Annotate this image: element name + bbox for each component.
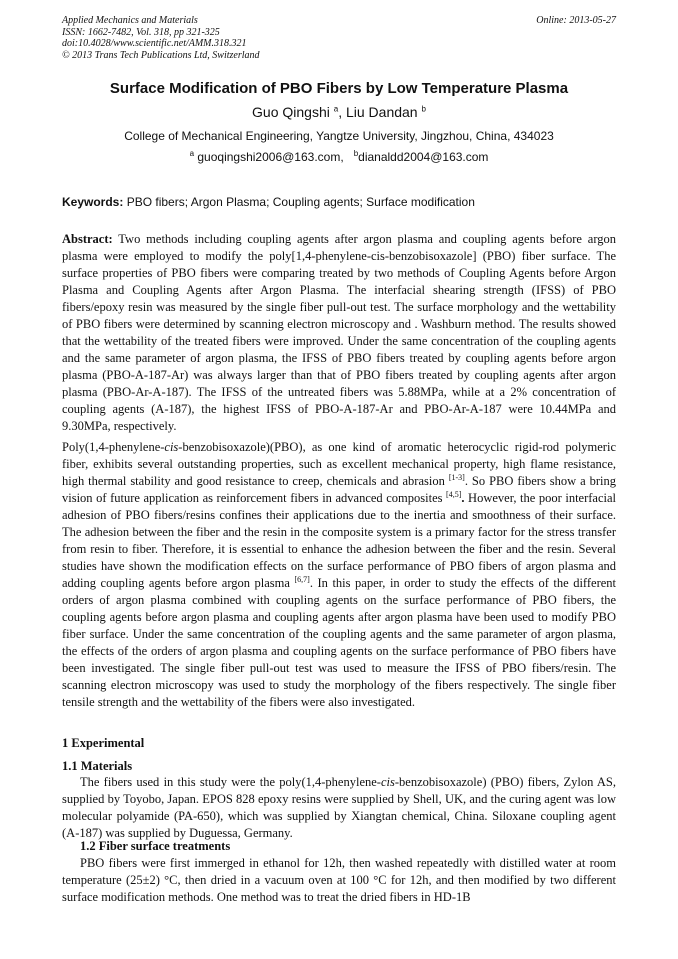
citation: [1-3] bbox=[448, 472, 465, 482]
section-heading: 1 Experimental bbox=[62, 736, 145, 750]
body-text: -benzobisoxazole) (PBO) fibers, Zylon AS, supplied by Toyobo, Japan. EPOS 828 epoxy resins were supplied by Shell, UK, and the curing agent was low molecular polyamide (PA-650), which was supplied by Xiangtan chemical, China. Siloxane coupling agent (A-187) was supplied by Duguessa, Germany. bbox=[62, 775, 616, 840]
abstract-text: Two methods including coupling agents after argon plasma and coupling agents before argon plasma were employed to modify the poly[1,4-phenylene-cis-benzobisoxazole] (PBO) fiber surface. The surface properties of PBO fibers were comparing treated by two methods of Coupling Agents before Argon Plasma and Coupling Agents after Argon Plasma. The interfacial shearing strength (IFSS) of PBO fibers/epoxy resin was measured by the single fiber pull-out test. The surface morphology and the wettability of PBO fibers were determined by scanning electron microscopy and . Washburn method. The results showed that the wettability of the treated fibers were improved. Under the same concentration of the coupling agents and the same parameter of argon plasma, the IFSS of PBO fibers treated by coupling agents before argon plasma (PBO-A-187-Ar) was always larger than that of PBO fibers treated by coupling agents after argon plasma (PBO-Ar-A-187). The IFSS of the untreated fibers was 5.88MPa, while at a 2% concentration of coupling agents (A-187), the highest IFSS of PBO-A-187-Ar and PBO-Ar-A-187 were 10.44MPa and 9.30MPa, respectively. bbox=[62, 232, 616, 433]
journal-name: Applied Mechanics and Materials bbox=[62, 15, 198, 26]
citation: [6,7] bbox=[294, 574, 310, 584]
issn-line: ISSN: 1662-7482, Vol. 318, pp 321-325 bbox=[62, 26, 220, 38]
author-list bbox=[62, 104, 616, 120]
running-header bbox=[62, 15, 616, 61]
email-address: guoqingshi2006@163.com, bbox=[197, 150, 344, 164]
online-date: Online: 2013-05-27 bbox=[536, 15, 616, 26]
abstract bbox=[62, 231, 616, 435]
email-superscript: a bbox=[189, 149, 195, 158]
author-name: Liu Dandan bbox=[345, 104, 418, 120]
author-name: Guo Qingshi bbox=[252, 104, 330, 120]
italic-text: cis bbox=[164, 440, 179, 454]
body-text: . So PBO fibers show a bring vision of future application as reinforcement fibers in advanced composites bbox=[62, 474, 617, 505]
treatments-paragraph: PBO fibers were first immerged in ethanol for 12h, then washed repeatedly with distilled water at room temperature (25±2) °C, then dried in a vacuum oven at 100 °C for 12h, and then modified by two different surface modification methods. One method was to treat the dried fibers in HD-1B bbox=[62, 856, 616, 904]
subsection-heading: 1.2 Fiber surface treatments bbox=[80, 839, 231, 853]
abstract-label: Abstract: bbox=[62, 232, 113, 246]
email-list bbox=[62, 150, 616, 164]
email-address: dianaldd2004@163.com bbox=[358, 150, 489, 164]
paper-title: Surface Modification of PBO Fibers by Low Temperature Plasma bbox=[109, 80, 569, 97]
italic-text: cis bbox=[380, 775, 395, 789]
citation: [4,5] bbox=[446, 489, 462, 499]
subsection-heading: 1.1 Materials bbox=[62, 759, 133, 773]
author-superscript: b bbox=[421, 104, 426, 114]
materials-paragraph bbox=[62, 774, 616, 842]
body-text: -benzobisoxazole)(PBO), as one kind of aromatic heterocyclic rigid-rod polymeric fiber, exhibits several outstanding properties, such as excellent mechanical property, high flame resistance, high thermal stability and good resistance to creep, chemicals and abrasion bbox=[62, 440, 616, 488]
keywords-label: Keywords: bbox=[62, 195, 124, 209]
doi-line: doi:10.4028/www.scientific.net/AMM.318.321 bbox=[62, 38, 247, 49]
copyright-line: © 2013 Trans Tech Publications Ltd, Switzerland bbox=[62, 49, 260, 61]
keywords bbox=[62, 195, 616, 209]
introduction-paragraph: Poly(1,4-phenylene-cis-benzobisoxazole)(PBO), as one kind of aromatic heterocyclic rigid-rod polymeric fiber, exhibits several outstanding properties, such as excellent mechanical property, high flame resistance, high thermal stability and good resistance to creep, chemicals and abrasion [1-3]. So PBO fibers show a bring vision of future application as reinforcement fibers in advanced composites [4,5]. However, the poor interfacial adhesion of PBO fibers/resins confines their applications due to the inertia and smoothness of their surface. The adhesion between the fiber and the resin in the composite system is a primary factor for the stress transfer from resin to fiber. Therefore, it is essential to enhance the adhesion between the fiber and the resin. Several studies have shown the modification effects on the surface performance of PBO fibers of argon plasma and adding coupling agents before argon plasma [6,7]. In this paper, in order to study the effects of the different orders of argon plasma combined with coupling agents on the surface performance of PBO fibers, the coupling agents before argon plasma and coupling agents after argon plasma have been used to modify PBO fiber surface. Under the same concentration of the coupling agents and the same parameter of argon plasma, the effects of the orders of argon plasma and coupling agents on the surface performance of PBO fibers have been investigated. The single fiber pull-out test was used to measure the IFSS of PBO fibers/resin. The scanning electron microscopy was used to study the morphology of the fibers respectively. The single fiber tensile strength and the wettability of the fibers were also investigated. bbox=[62, 440, 617, 709]
body-text: Poly(1,4-phenylene- bbox=[62, 440, 165, 454]
affiliation: College of Mechanical Engineering, Yangtze University, Jingzhou, China, 434023 bbox=[124, 129, 554, 143]
body-text: . In this paper, in order to study the effects of the different orders of argon plasma combined with coupling agents on the surface performance of PBO fibers, the coupling agents before argon plasma and coupling agents after argon plasma have been used to modify PBO fiber surface. Under the same concentration of the coupling agents and the same parameter of argon plasma, the effects of the orders of argon plasma and coupling agents on the surface performance of PBO fibers have been investigated. The single fiber pull-out test was used to measure the IFSS of PBO fibers/resin. The scanning electron microscopy was used to study the morphology of the fibers respectively. The single fiber tensile strength and the wettability of the fibers were also investigated. bbox=[62, 576, 617, 709]
body-text: The fibers used in this study were the poly(1,4-phenylene- bbox=[80, 775, 381, 789]
body-text: However, the poor interfacial adhesion of PBO fibers/resins confines their applications due to the inertia and smoothness of their surface. The adhesion between the fiber and the resin in the composite system is a primary factor for the stress transfer from resin to fiber. Therefore, it is essential to enhance the adhesion between the fiber and the resin. Several studies have shown the modification effects on the surface performance of PBO fibers of argon plasma and adding coupling agents before argon plasma bbox=[62, 491, 616, 590]
author-superscript: a bbox=[333, 104, 339, 114]
email-superscript: b bbox=[353, 149, 359, 158]
author-separator: , bbox=[338, 104, 346, 120]
keywords-text: PBO fibers; Argon Plasma; Coupling agents; Surface modification bbox=[123, 195, 475, 209]
